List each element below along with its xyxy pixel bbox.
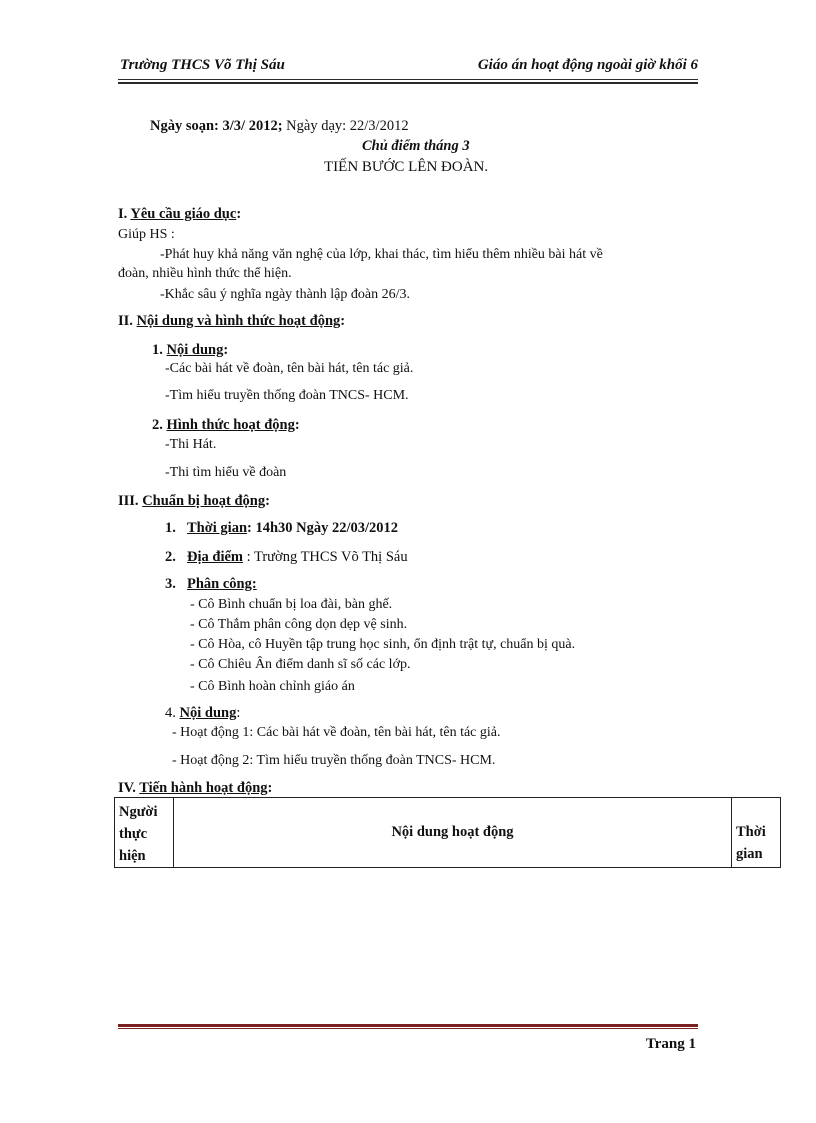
- assign-item: - Cô Bình hoàn chỉnh giáo án: [190, 679, 355, 694]
- header-subject: Giáo án hoạt động ngoài giờ khối 6: [477, 57, 698, 73]
- col-content: Nội dung hoạt động: [174, 798, 732, 868]
- lesson-title: TIẾN BƯỚC LÊN ĐOÀN.: [324, 159, 489, 175]
- section2-sub2-line2: -Thi tìm hiểu về đoàn: [165, 465, 287, 480]
- section4-title: Tiến hành hoạt động: [139, 780, 268, 796]
- prep-date: 3/3/ 2012;: [222, 118, 283, 134]
- activity-table: [114, 797, 781, 868]
- section3-item1: 1. Thời gian: 14h30 Ngày 22/03/2012: [165, 520, 399, 536]
- section1-line2: -Khắc sâu ý nghĩa ngày thành lập đoàn 26/3.: [160, 287, 410, 302]
- section2-sub1-heading: 1. Nội dung:: [152, 342, 229, 358]
- footer-rule: [118, 1024, 698, 1027]
- section1-line1a: -Phát huy khả năng văn nghệ của lớp, khai thác, tìm hiểu thêm nhiều bài hát về: [160, 247, 603, 262]
- teach-label: Ngày dạy: 22/3/2012: [282, 118, 409, 134]
- section3-heading: III. Chuẩn bị hoạt động:: [118, 493, 270, 509]
- section2-sub1-line1: -Các bài hát về đoàn, tên bài hát, tên tác giả.: [165, 361, 414, 376]
- section3-title: Chuẩn bị hoạt động: [142, 493, 266, 509]
- section1-line1b: đoàn, nhiều hình thức thể hiện.: [118, 266, 292, 281]
- header-rule-thick: [118, 82, 698, 84]
- theme-line: Chủ điểm tháng 3: [362, 138, 470, 154]
- assign-item: - Cô Chiêu Ân điểm danh sĩ số các lớp.: [190, 657, 411, 672]
- section1-intro: Giúp HS :: [118, 227, 175, 242]
- page-number: Trang 1: [645, 1036, 696, 1052]
- section3-item2: 2. Địa điểm : Trường THCS Võ Thị Sáu: [165, 549, 408, 565]
- activity-2: - Hoạt động 2: Tìm hiểu truyền thống đoàn TNCS- HCM.: [172, 753, 496, 768]
- section2-sub2-heading: 2. Hình thức hoạt động:: [152, 417, 300, 433]
- assign-item: - Cô Hòa, cô Huyền tập trung học sinh, ổn định trật tự, chuẩn bị quà.: [190, 637, 576, 652]
- col-performer: Người thực hiện: [115, 798, 174, 868]
- table-header-row: [115, 798, 781, 868]
- prep-label: Ngày soạn:: [150, 118, 223, 134]
- section4-heading: IV. Tiến hành hoạt động:: [118, 780, 273, 796]
- section1-title: Yêu cầu giáo dục: [130, 206, 237, 222]
- section3-item3: 3. Phân công:: [165, 576, 257, 592]
- header-school: Trường THCS Võ Thị Sáu: [120, 57, 285, 73]
- col-time: Thời gian: [732, 798, 781, 868]
- date-line: [150, 118, 409, 135]
- assign-item: - Cô Thắm phân công dọn dẹp vệ sinh.: [190, 617, 408, 632]
- activity-1: - Hoạt động 1: Các bài hát về đoàn, tên bài hát, tên tác giả.: [172, 725, 501, 740]
- section2-heading: II. Nội dung và hình thức hoạt động:: [118, 313, 346, 329]
- section1-heading: I. Yêu cầu giáo dục:: [118, 206, 242, 222]
- header-rule: [118, 79, 698, 80]
- section3-item4: 4. Nội dung:: [165, 705, 241, 721]
- section2-sub1-line2: -Tìm hiểu truyền thống đoàn TNCS- HCM.: [165, 388, 409, 403]
- assign-item: - Cô Bình chuẩn bị loa đài, bàn ghế.: [190, 597, 393, 612]
- section2-title: Nội dung và hình thức hoạt động: [136, 313, 341, 329]
- section2-sub2-line1: -Thi Hát.: [165, 437, 217, 452]
- footer-rule-thin: [118, 1028, 698, 1029]
